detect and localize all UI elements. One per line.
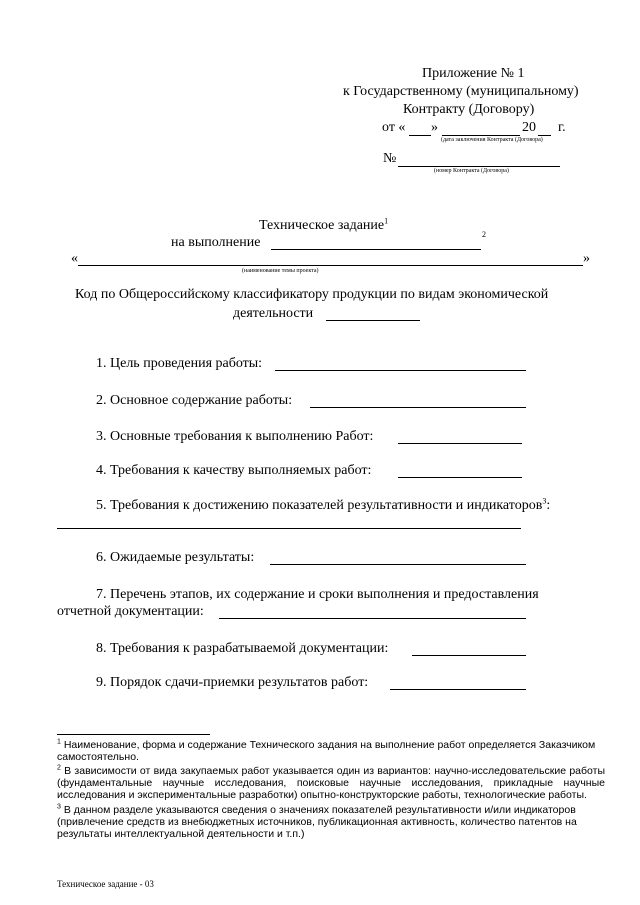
item-8-field[interactable] xyxy=(412,655,526,656)
number-caption: (номер Контракта (Договора) xyxy=(434,168,509,174)
okved-line-1: Код по Общероссийскому классификатору продукции по видам экономической xyxy=(75,287,549,302)
item-2-field[interactable] xyxy=(310,407,526,408)
date-quote-close: » xyxy=(431,120,438,135)
number-label: № xyxy=(383,151,397,166)
document-title: Техническое задание$^1$ xyxy=(259,216,389,233)
date-year-suffix: г. xyxy=(558,120,566,135)
appendix-title: Приложение № 1 xyxy=(422,66,525,81)
date-caption: (дата заключения Контракта (Договора) xyxy=(441,137,543,143)
subtitle-footnote-mark: 2 xyxy=(482,230,486,239)
date-from-label: от « xyxy=(382,120,406,135)
item-7-label-line-2: отчетной документации: xyxy=(57,604,204,619)
item-4-label: 4. Требования к качеству выполняемых работ: xyxy=(96,463,372,478)
item-8-label: 8. Требования к разрабатываемой документации: xyxy=(96,641,389,656)
item-7-label-line-1: 7. Перечень этапов, их содержание и сроки выполнения и предоставления xyxy=(96,587,539,602)
date-month-field[interactable] xyxy=(442,135,520,136)
work-type-field[interactable] xyxy=(271,249,481,250)
item-7-field[interactable] xyxy=(219,618,526,619)
item-9-field[interactable] xyxy=(390,689,526,690)
subtitle-label: на выполнение xyxy=(171,235,261,250)
header-line-2: к Государственному (муниципальному) xyxy=(343,84,579,99)
footnote-3: $^3$ В данном разделе указываются сведения о значениях показателей результативности и/или индикаторов (привлечение средств из внебюджетных источников, публикационная активность, количество патентов на результаты интеллектуальной деятельности и т.п.) xyxy=(57,803,577,840)
item-3-label: 3. Основные требования к выполнению Работ: xyxy=(96,429,374,444)
item-9-label: 9. Порядок сдачи-приемки результатов работ: xyxy=(96,675,369,690)
page-footer: Техническое задание - 03 xyxy=(57,879,154,889)
topic-caption: (наименование темы проекта) xyxy=(242,268,319,274)
item-1-label: 1. Цель проведения работы: xyxy=(96,356,263,371)
contract-number-field[interactable] xyxy=(398,166,560,167)
topic-quote-close: » xyxy=(583,251,590,266)
item-6-label: 6. Ожидаемые результаты: xyxy=(96,550,255,565)
footnote-separator xyxy=(57,734,210,735)
header-line-3: Контракту (Договору) xyxy=(403,102,535,117)
okved-code-field[interactable] xyxy=(326,320,420,321)
topic-quote-open: « xyxy=(71,251,78,266)
date-day-field[interactable] xyxy=(409,135,431,136)
date-year-field[interactable] xyxy=(538,135,551,136)
project-topic-field[interactable] xyxy=(78,265,583,266)
item-1-field[interactable] xyxy=(275,370,526,371)
item-5-field[interactable] xyxy=(57,528,521,529)
item-4-field[interactable] xyxy=(398,477,522,478)
item-3-field[interactable] xyxy=(398,443,522,444)
item-2-label: 2. Основное содержание работы: xyxy=(96,393,293,408)
footnote-2: $^2$ В зависимости от вида закупаемых работ указывается один из вариантов: научно-исследовательские работы (фундаментальные научные исследования, поисковые научные исследования, прикладные научные исследования и экспериментальные разработки) опытно-конструкторские работы, технологические работы. xyxy=(57,764,605,801)
item-6-field[interactable] xyxy=(270,564,526,565)
okved-line-2: деятельности xyxy=(233,306,314,321)
item-5-label: 5. Требования к достижению показателей результативности и индикаторов$^3$: xyxy=(96,496,551,513)
footnote-1: $^1$ Наименование, форма и содержание Технического задания на выполнение работ определяется Заказчиком самостоятельно. xyxy=(57,738,596,763)
date-year-prefix: 20 xyxy=(522,120,536,135)
